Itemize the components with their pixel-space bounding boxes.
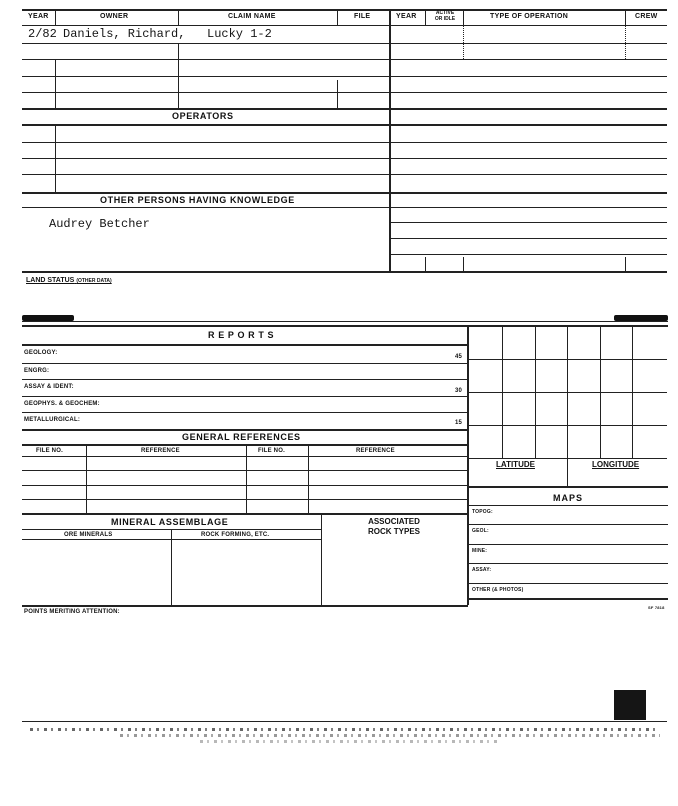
report-geophys-label: GEOPHYS. & GEOCHEM:	[24, 401, 100, 407]
report-metallurgical-num: 15	[455, 420, 463, 426]
report-metallurgical-label: METALLURGICAL:	[24, 417, 81, 423]
header-year: YEAR	[28, 13, 49, 20]
header-active-line: ACTIVE	[435, 10, 455, 16]
header-crew: CREW	[635, 13, 658, 20]
header-idle-line: OR IDLE	[434, 16, 456, 22]
rock-types-line: ROCK TYPES	[367, 527, 420, 536]
report-assay-num: 30	[455, 388, 463, 394]
reports-title: R E P O R T S	[208, 330, 275, 340]
associated-line: ASSOCIATED	[368, 517, 420, 526]
entry-claim: Lucky 1-2	[207, 27, 272, 41]
gen-ref-reference-2: REFERENCE	[356, 448, 395, 454]
map-geol-label: GEOL:	[472, 528, 489, 534]
rock-forming-label: ROCK FORMING, ETC.	[201, 532, 270, 538]
report-engrg-label: ENGRG:	[24, 368, 50, 374]
map-topog-label: TOPOG:	[472, 509, 493, 515]
other-persons-title: OTHER PERSONS HAVING KNOWLEDGE	[100, 195, 295, 205]
points-meriting-label: POINTS MERITING ATTENTION:	[24, 609, 120, 615]
header-year-2: YEAR	[396, 13, 417, 20]
operators-title: OPERATORS	[172, 111, 234, 121]
land-status-sub: (OTHER DATA)	[76, 278, 112, 284]
header-active-or-idle	[427, 10, 463, 22]
scan-noise-1	[30, 728, 660, 731]
maps-title: MAPS	[553, 493, 584, 503]
scan-artifact-line	[22, 721, 667, 722]
map-assay-label: ASSAY:	[472, 567, 492, 573]
header-owner: OWNER	[100, 13, 129, 20]
associated-rock-types	[323, 517, 465, 537]
gen-ref-file-no-2: FILE NO.	[258, 448, 285, 454]
latitude-label: LATITUDE	[496, 460, 535, 469]
gen-ref-reference-1: REFERENCE	[141, 448, 180, 454]
scan-noise-2	[120, 734, 660, 737]
form-code: SF 7818	[648, 605, 665, 610]
mineral-assemblage-title: MINERAL ASSEMBLAGE	[111, 517, 229, 527]
entry-date: 2/82	[28, 27, 57, 41]
report-geology-num: 45	[455, 354, 463, 360]
longitude-label: LONGITUDE	[592, 460, 640, 469]
map-mine-label: MINE:	[472, 548, 488, 554]
land-status-label: LAND STATUS	[26, 277, 75, 284]
header-type-of-operation: TYPE OF OPERATION	[490, 13, 569, 20]
ore-minerals-label: ORE MINERALS	[64, 532, 113, 538]
entry-owner: Daniels, Richard,	[63, 27, 186, 41]
map-other-label: OTHER (& PHOTOS)	[472, 587, 524, 593]
general-references-title: GENERAL REFERENCES	[182, 432, 301, 442]
header-claim-name: CLAIM NAME	[228, 13, 276, 20]
gen-ref-file-no-1: FILE NO.	[36, 448, 63, 454]
other-persons-name: Audrey Betcher	[49, 217, 150, 231]
report-geology-label: GEOLOGY:	[24, 350, 58, 356]
report-assay-label: ASSAY & IDENT:	[24, 384, 74, 390]
header-file: FILE	[354, 13, 371, 20]
scan-noise-3	[200, 740, 500, 743]
land-status	[26, 277, 112, 284]
scan-artifact-block	[614, 690, 646, 720]
